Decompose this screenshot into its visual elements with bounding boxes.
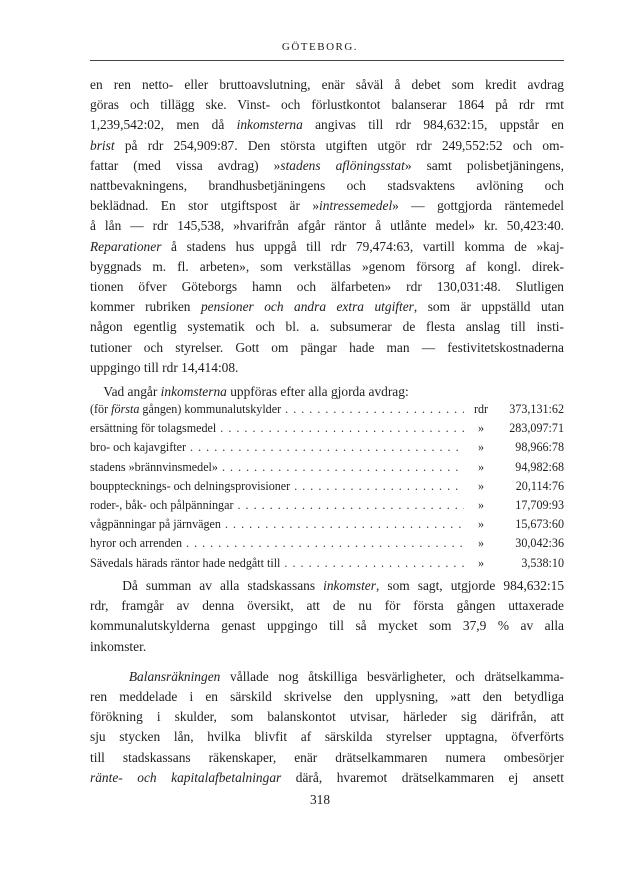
text-line: fattar (med vissa avdrag) »stadens aflöningsstat» samt polisbetjäningens, <box>90 157 564 173</box>
leader-dots <box>237 498 464 513</box>
income-unit: » <box>477 440 485 455</box>
income-unit: » <box>477 421 485 436</box>
income-amount: 283,097:71 <box>509 421 564 436</box>
text-line: ränte- och kapitalafbetalningar därå, hvaremot drätselkammaren ej ansett <box>90 769 564 785</box>
income-label: Sävedals härads räntor hade nedgått till <box>90 555 281 570</box>
income-unit: » <box>477 536 485 551</box>
text-line: en ren netto- eller bruttoavslutning, enär såväl å debet som kredit avdrag <box>90 77 564 92</box>
income-amount: 17,709:93 <box>515 497 564 512</box>
leader-dots <box>186 536 464 551</box>
income-label: boupptecknings- och delningsprovisioner <box>90 478 291 493</box>
text-line: Balansräkningen vållade nog åtskilliga besvärligheter, och drätselkamma- <box>128 668 564 684</box>
income-lead-line: Vad angår inkomsterna uppföras efter alla gjorda avdrag: <box>103 384 409 400</box>
income-unit: rdr <box>473 402 489 416</box>
income-label: ersättning för tolagsmedel <box>90 421 217 436</box>
leader-dots <box>284 556 464 571</box>
text-line: å lån — rdr 145,538, »hvarifrån afgår räntor å utlånte medel» kr. 50,423:40. <box>90 218 564 234</box>
income-row <box>90 517 564 536</box>
text-line: någon egentlig systematik och bl. a. subsumerar de flesta anslag till insti- <box>90 319 564 335</box>
text-line: tionen öfver Göteborgs hamn och älfarbeten» rdr 130,031:48. Slutligen <box>90 279 564 295</box>
income-amount: 20,114:76 <box>515 478 564 493</box>
income-unit: » <box>477 497 485 512</box>
text-line: sju stycken lån, hvilka blivfit af särskilda styrelser upptagna, öfverförts <box>90 729 564 745</box>
income-unit: » <box>477 459 485 474</box>
income-label: hyror och arrenden <box>90 536 183 551</box>
text-line: beklädnad. En stor utgiftspost är »intressemedel» — gottgjorda räntemedel <box>90 198 565 214</box>
text-line: förökning i skulder, som balanskontot utvisar, härleder sig därifrån, att <box>90 709 564 725</box>
income-label: bro- och kajavgifter <box>90 440 187 455</box>
running-header: GÖTEBORG. <box>281 41 359 53</box>
text-line: uppgingo till rdr 14,414:08. <box>90 359 239 375</box>
leader-dots <box>225 517 464 532</box>
income-amount: 94,982:68 <box>515 459 564 474</box>
text-line: göras och tillägg ske. Vinst- och förlustkontot balanserar 1864 på rdr rmt <box>90 97 564 113</box>
text-line: inkomster. <box>90 638 147 654</box>
income-row <box>90 479 564 498</box>
income-label: (för första gången) kommunalutskylder <box>90 402 282 416</box>
income-row <box>90 498 564 517</box>
income-amount: 3,538:10 <box>521 555 564 570</box>
leader-dots <box>190 440 464 455</box>
header-rule <box>90 60 564 61</box>
text-line: 1,239,542:02, men då inkomsterna angivas till rdr 984,632:15, uppstår en <box>90 117 564 133</box>
leader-dots <box>285 402 464 417</box>
income-amount: 98,966:78 <box>515 440 564 455</box>
leader-dots <box>222 460 464 475</box>
income-row <box>90 460 564 479</box>
page-number: 318 <box>309 792 331 807</box>
income-unit: » <box>477 478 485 493</box>
income-row <box>90 402 564 421</box>
text-line: nattbevakningens, brandhusbetjäningens och stadsvaktens avlöning och <box>90 178 564 194</box>
leader-dots <box>294 479 464 494</box>
text-line: till stadskassans räkenskaper, enär drätselkammaren numera ombesörjer <box>90 749 564 765</box>
text-line: kommunalutskylderna genast uppgingo till så mycket som 37,9 % av alla <box>90 618 564 634</box>
text-line: byggnads m. fl. arbeten», som verkställas »genom försorg af kongl. direk- <box>90 258 564 274</box>
leader-dots <box>220 421 464 436</box>
income-unit: » <box>477 517 485 532</box>
income-row <box>90 536 564 555</box>
income-list <box>90 402 564 575</box>
income-row <box>90 440 564 459</box>
paragraph-summary <box>90 576 564 788</box>
paragraph-expenses <box>90 75 564 402</box>
income-label: stadens »brännvinsmedel» <box>90 459 218 474</box>
text-line: ren meddelade i en särskild skrivelse den upplysning, »att den betydliga <box>90 689 564 705</box>
income-label: roder-, båk- och pålpänningar <box>90 497 234 512</box>
text-line: Reparationer å stadens hus uppgå till rdr 79,474:63, vartill komma de »kaj- <box>90 238 564 254</box>
income-unit: » <box>477 555 485 570</box>
income-amount: 15,673:60 <box>515 517 564 532</box>
income-amount: 30,042:36 <box>515 536 564 551</box>
text-line: brist på rdr 254,909:87. Den största utgiften utgör rdr 249,552:52 och om- <box>90 137 564 153</box>
income-amount: 373,131:62 <box>509 402 564 416</box>
text-line: rdr, framgår av denna översikt, att de nu för första gången uttaxerade <box>90 598 564 614</box>
text-line: kommer rubriken pensioner och andra extra utgifter, som är uppställd utan <box>90 299 565 315</box>
text-line: Då summan av alla stadskassans inkomster, som sagt, utgjorde 984,632:15 <box>90 578 565 593</box>
income-row <box>90 421 564 440</box>
text-line: tutioner och styrelser. Gott om pängar hade man — festivitetskostnaderna <box>90 339 564 355</box>
income-label: vågpänningar på järnvägen <box>90 517 221 532</box>
income-row <box>90 556 564 575</box>
